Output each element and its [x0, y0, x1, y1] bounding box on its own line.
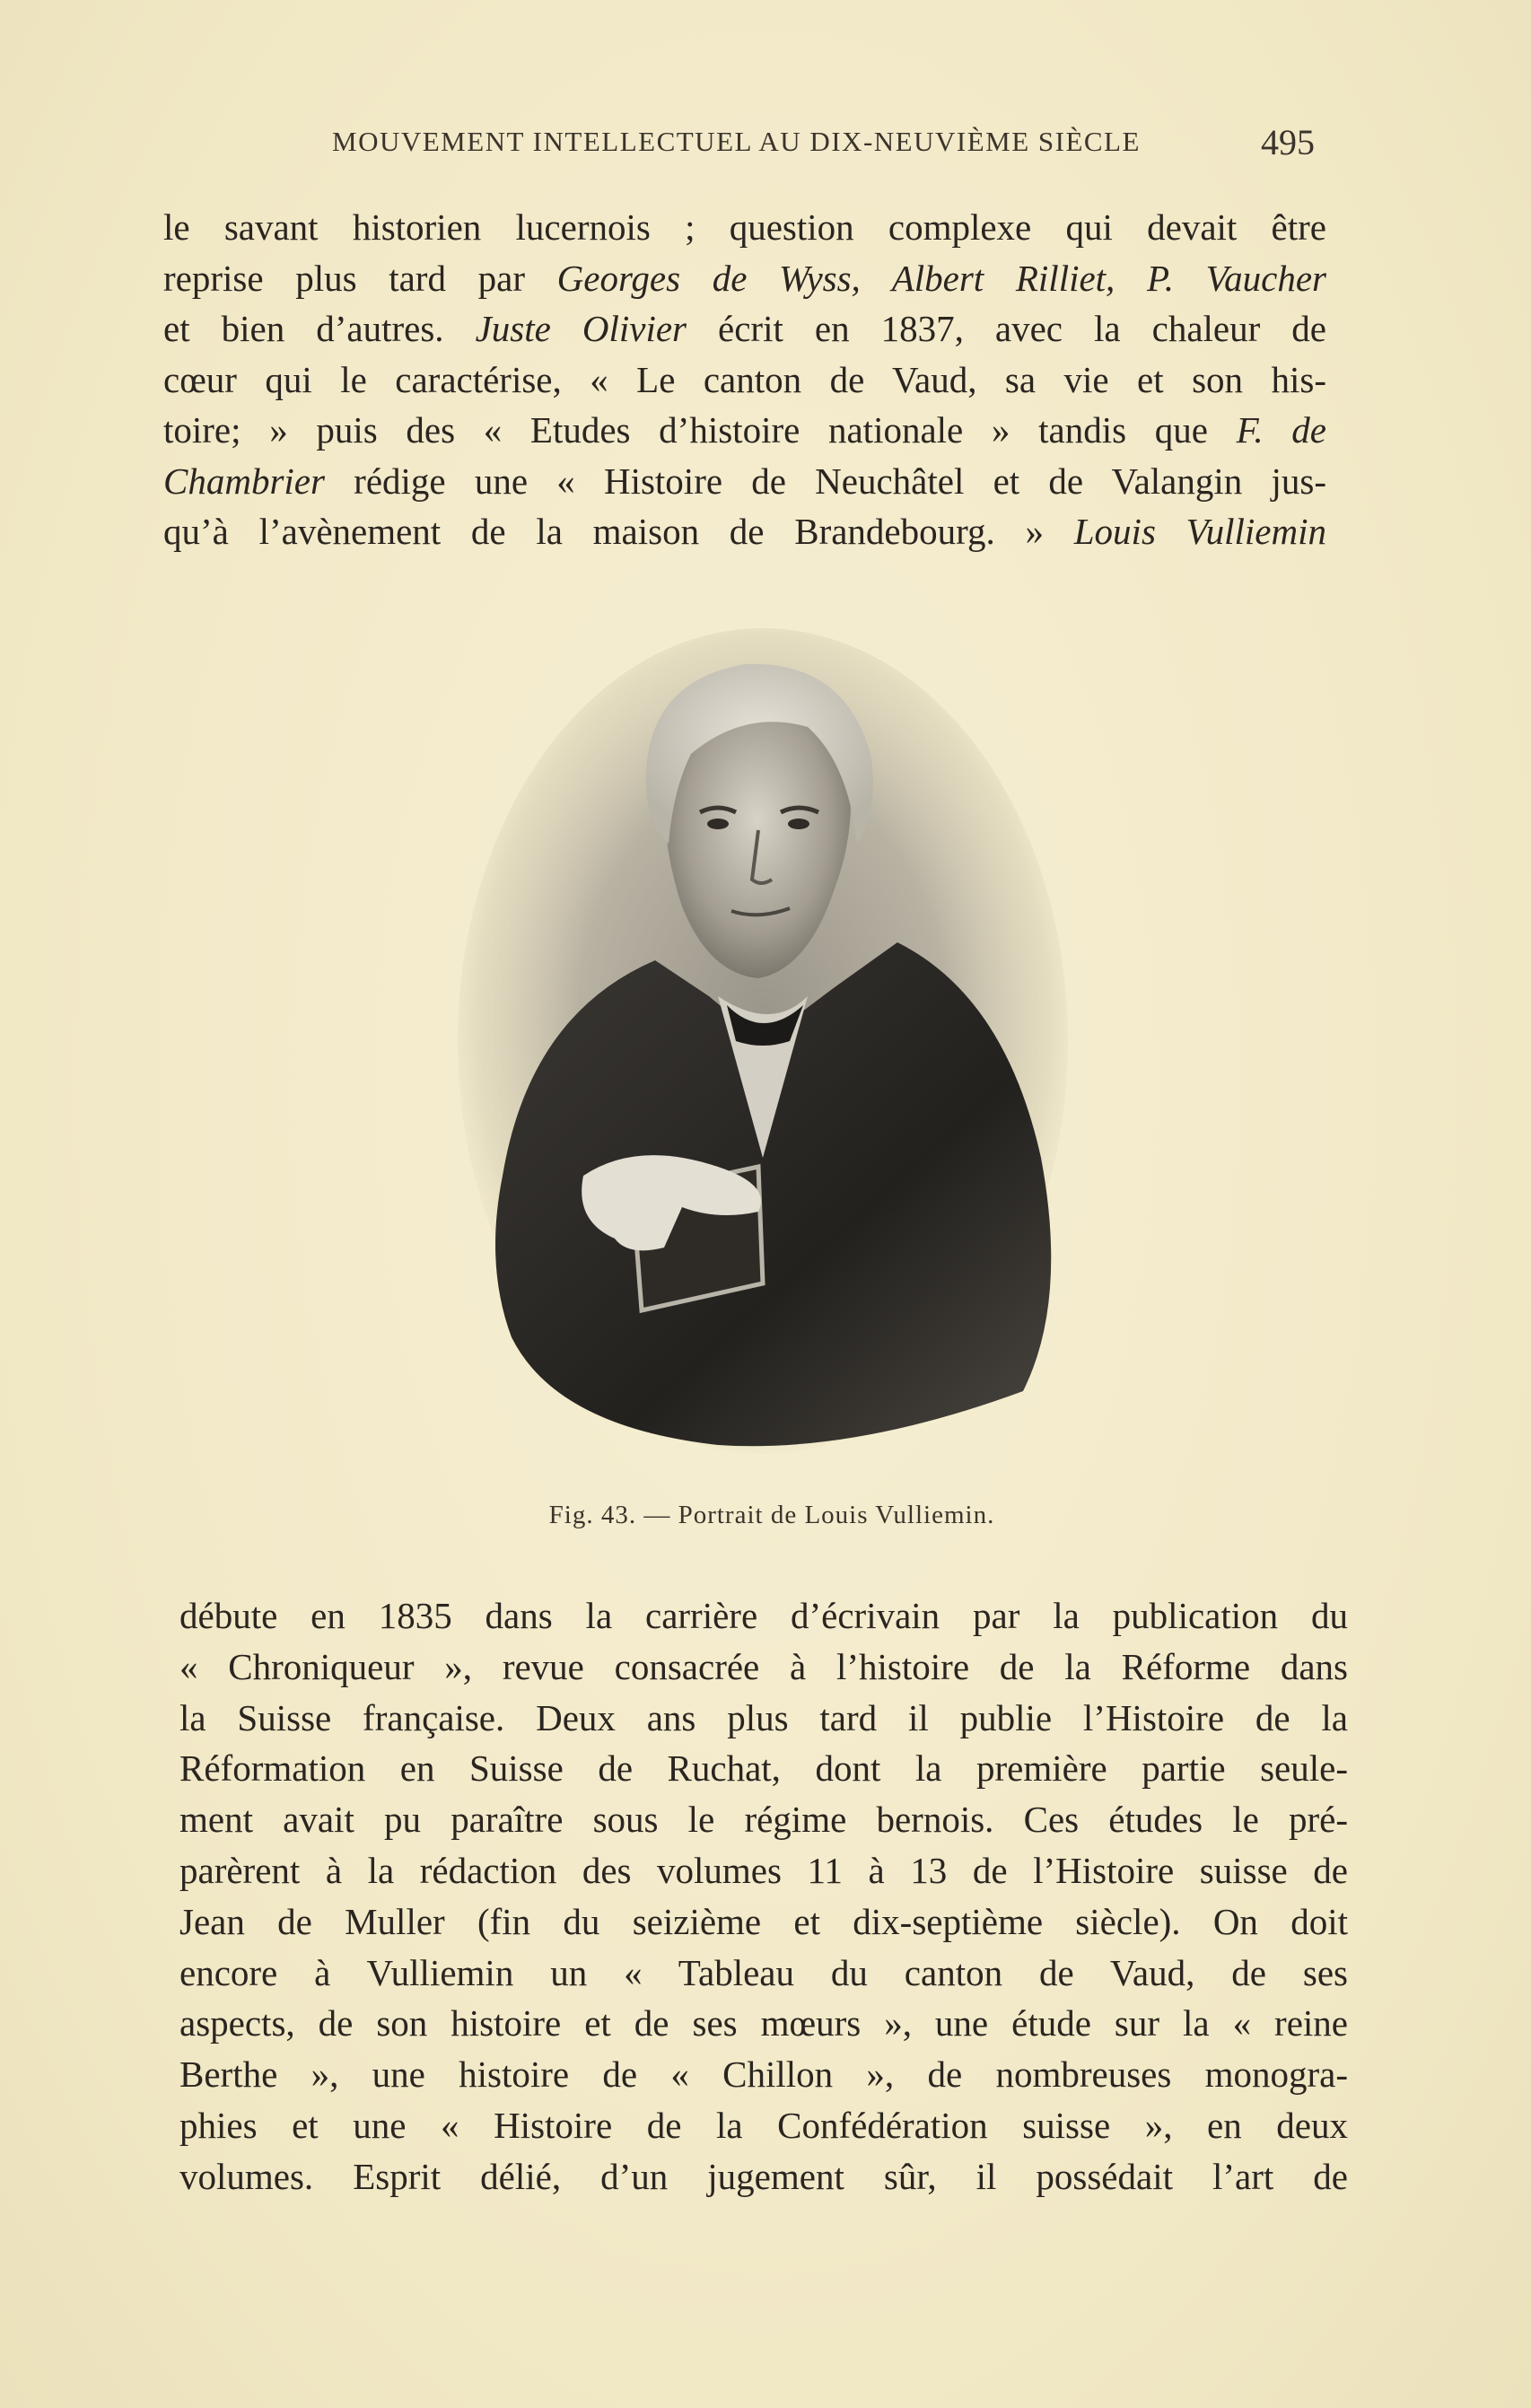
- text-line: ment avait pu paraître sous le régime bernois. Ces études le pré-: [179, 1799, 1348, 1841]
- text-line: aspects, de son histoire et de ses mœurs », une étude sur la « reine: [179, 2002, 1348, 2045]
- page-number: 495: [1261, 122, 1315, 162]
- portrait-figure: [449, 619, 1077, 1463]
- text-line: et bien d’autres. Juste Olivier écrit en 1837, avec la chaleur de: [163, 308, 1326, 349]
- author-names: Georges de Wyss, Albert Rilliet, P. Vaucher: [556, 257, 1326, 299]
- text-line: Jean de Muller (fin du seizième et dix-septième siècle). On doit: [179, 1900, 1348, 1942]
- text-line: Réformation en Suisse de Ruchat, dont la première partie seule-: [179, 1747, 1348, 1790]
- author-name: Louis Vulliemin: [1073, 511, 1326, 552]
- text-line: débute en 1835 dans la carrière d’écrivain par la publication du: [179, 1595, 1348, 1636]
- text-line: cœur qui le caractérise, « Le canton de Vaud, sa vie et son his-: [163, 358, 1326, 400]
- text-line: le savant historien lucernois ; question complexe qui devait être: [163, 206, 1326, 248]
- text-line: Chambrier rédige une « Histoire de Neuchâtel et de Valangin jus-: [163, 460, 1326, 502]
- text-line: phies et une « Histoire de la Confédération suisse », en deux: [179, 2104, 1348, 2146]
- text-line: toire; » puis des « Etudes d’histoire nationale » tandis que F. de: [163, 409, 1326, 451]
- text-line: qu’à l’avènement de la maison de Brandebourg. » Louis Vulliemin: [163, 511, 1326, 552]
- author-name: Chambrier: [163, 460, 325, 502]
- text-line: la Suisse française. Deux ans plus tard il publie l’Histoire de la: [179, 1696, 1348, 1738]
- author-name: F. de: [1236, 409, 1326, 451]
- text-line: volumes. Esprit délié, d’un jugement sûr, il possédait l’art de: [179, 2155, 1348, 2197]
- text-line: encore à Vulliemin un « Tableau du canton de Vaud, de ses: [179, 1951, 1348, 1993]
- paragraph-1: [163, 202, 1326, 557]
- author-name: Juste Olivier: [475, 308, 687, 349]
- figure-caption: Fig. 43. — Portrait de Louis Vulliemin.: [548, 1501, 995, 1529]
- text-line: reprise plus tard par Georges de Wyss, Albert Rilliet, P. Vaucher: [163, 257, 1326, 299]
- portrait-engraving: [449, 619, 1077, 1463]
- paragraph-2: [179, 1590, 1348, 2202]
- text-line: Berthe », une histoire de « Chillon », de nombreuses monogra-: [179, 2053, 1348, 2096]
- text-line: parèrent à la rédaction des volumes 11 à 13 de l’Histoire suisse de: [179, 1849, 1348, 1891]
- text-line: « Chroniqueur », revue consacrée à l’histoire de la Réforme dans: [179, 1645, 1348, 1687]
- running-head: MOUVEMENT INTELLECTUEL AU DIX-NEUVIÈME SIÈCLE: [332, 126, 1141, 157]
